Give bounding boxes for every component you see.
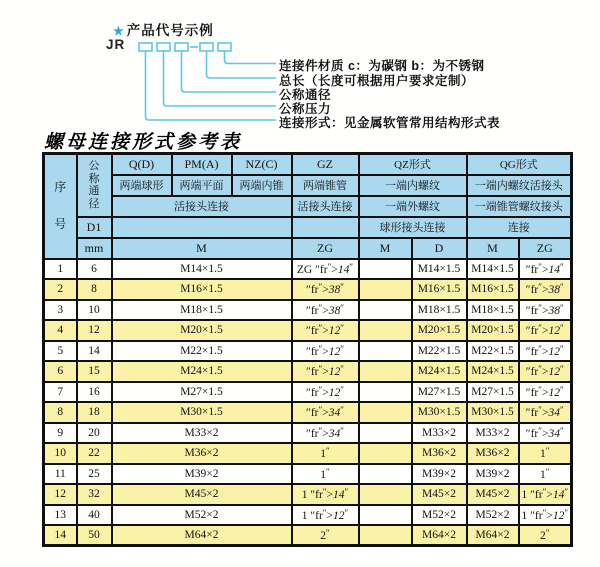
qg-zg-cell: ″fr″>38″	[519, 300, 572, 321]
header-gz-desc: 两端锥管	[292, 175, 359, 196]
table-row	[44, 382, 572, 403]
gz-cell: 1″	[292, 443, 359, 464]
qz-m-cell	[359, 402, 412, 423]
m-cell: M22×1.5	[112, 341, 292, 362]
m-cell: M24×1.5	[112, 361, 292, 382]
table-row	[44, 341, 572, 362]
qg-m-cell: M14×1.5	[467, 259, 519, 280]
code-box-5	[218, 43, 231, 51]
code-label-material: 连接件材质 c：为碳钢 b：为不锈钢	[279, 59, 485, 73]
serial-cell: 7	[44, 382, 77, 403]
qz-m-cell	[359, 341, 412, 362]
serial-cell: 12	[44, 484, 77, 505]
qg-m-cell: M52×2	[467, 505, 519, 526]
qz-m-cell	[359, 300, 412, 321]
header-q: Q(D)	[112, 154, 172, 175]
header-qpn-blank	[112, 217, 292, 238]
dn-cell: 12	[77, 320, 112, 341]
gz-cell: 1″	[292, 464, 359, 485]
header-qz-unit-d: D	[412, 238, 467, 259]
code-box-1	[139, 43, 152, 51]
dn-cell: 6	[77, 259, 112, 280]
m-cell: M64×2	[112, 525, 292, 546]
header-qg-row3: 一端锥管螺纹接头	[467, 196, 572, 217]
serial-cell: 5	[44, 341, 77, 362]
qz-m-cell	[359, 382, 412, 403]
qg-m-cell: M27×1.5	[467, 382, 519, 403]
table-row	[44, 279, 572, 300]
header-gz-blank	[292, 217, 359, 238]
header-nominal-diameter: 公 称 通 径	[77, 154, 112, 217]
callout-line-2	[207, 51, 277, 78]
header-qz-unit-m: M	[359, 238, 412, 259]
qz-d-cell: M45×2	[412, 484, 467, 505]
qz-d-cell: M30×1.5	[412, 402, 467, 423]
qz-d-cell: M20×1.5	[412, 320, 467, 341]
header-qpn-unit: M	[112, 238, 292, 259]
qz-d-cell: M18×1.5	[412, 300, 467, 321]
code-label-diameter: 公称通径	[279, 88, 332, 102]
m-cell: M33×2	[112, 423, 292, 444]
qg-zg-cell: ″fr″>12″	[519, 382, 572, 403]
code-label-connection: 连接形式：见金属软管常用结构形式表	[279, 116, 501, 130]
header-nz-desc: 两端内锥	[232, 175, 292, 196]
qg-m-cell: M39×2	[467, 464, 519, 485]
code-box-3	[175, 43, 188, 51]
qg-zg-cell: ″fr″>12″	[519, 320, 572, 341]
qg-zg-cell: ″fr″>38″	[519, 279, 572, 300]
table-row	[44, 300, 572, 321]
dn-cell: 20	[77, 423, 112, 444]
qg-m-cell: M30×1.5	[467, 402, 519, 423]
header-qg-row4: 连接	[467, 217, 572, 238]
qz-d-cell: M52×2	[412, 505, 467, 526]
serial-cell: 11	[44, 464, 77, 485]
serial-cell: 14	[44, 525, 77, 546]
qg-zg-cell: ″fr″>34″	[519, 402, 572, 423]
qg-m-cell: M45×2	[467, 484, 519, 505]
header-gz: GZ	[292, 154, 359, 175]
dn-cell: 32	[77, 484, 112, 505]
star-icon: ★	[113, 24, 125, 38]
table-row	[44, 464, 572, 485]
header-q-desc: 两端球形	[112, 175, 172, 196]
product-code-diagram	[0, 0, 600, 130]
m-cell: M16×1.5	[112, 279, 292, 300]
qg-zg-cell: ″fr″>12″	[519, 361, 572, 382]
callout-line-5	[146, 51, 277, 120]
qz-m-cell	[359, 525, 412, 546]
serial-cell: 13	[44, 505, 77, 526]
table-title: 螺母连接形式参考表	[44, 132, 243, 153]
qg-zg-cell: ″fr″>12″	[519, 341, 572, 362]
qg-zg-cell: 1″	[519, 443, 572, 464]
diagram-heading-text: 产品代号示例	[126, 23, 214, 38]
qz-m-cell	[359, 423, 412, 444]
gz-cell: ″fr″>38″	[292, 279, 359, 300]
header-qz-row4: 球形接头连接	[359, 217, 467, 238]
qg-zg-cell: 1 ″fr″>12″	[519, 505, 572, 526]
table-header	[44, 154, 572, 259]
qz-d-cell: M16×1.5	[412, 279, 467, 300]
gz-cell: ″fr″>34″	[292, 402, 359, 423]
header-qz: QZ形式	[359, 154, 467, 175]
gz-cell: ″fr″>12″	[292, 361, 359, 382]
m-cell: M52×2	[112, 505, 292, 526]
dn-cell: 16	[77, 382, 112, 403]
m-cell: M20×1.5	[112, 320, 292, 341]
qg-m-cell: M22×1.5	[467, 341, 519, 362]
qg-m-cell: M33×2	[467, 423, 519, 444]
header-serial: 序 号	[44, 154, 77, 259]
m-cell: M45×2	[112, 484, 292, 505]
dn-cell: 25	[77, 464, 112, 485]
header-qg-unit-zg: ZG	[519, 238, 572, 259]
header-nz: NZ(C)	[232, 154, 292, 175]
gz-cell: ″fr″>12″	[292, 382, 359, 403]
header-d1: D1	[77, 217, 112, 238]
code-box-2	[157, 43, 170, 51]
qz-m-cell	[359, 320, 412, 341]
dn-cell: 14	[77, 341, 112, 362]
m-cell: M36×2	[112, 443, 292, 464]
gz-cell: ″fr″>12″	[292, 320, 359, 341]
qz-d-cell: M39×2	[412, 464, 467, 485]
serial-cell: 8	[44, 402, 77, 423]
table-row	[44, 443, 572, 464]
diagram-heading	[113, 19, 214, 39]
m-cell: M14×1.5	[112, 259, 292, 280]
qg-zg-cell: 2″	[519, 525, 572, 546]
qz-d-cell: M36×2	[412, 443, 467, 464]
qz-m-cell	[359, 505, 412, 526]
gz-cell: ZG ″fr″>14″	[292, 259, 359, 280]
gz-cell: 1 ″fr″>12″	[292, 505, 359, 526]
header-qg-unit-m: M	[467, 238, 519, 259]
qz-d-cell: M22×1.5	[412, 341, 467, 362]
qg-zg-cell: 1 ″fr″>14″	[519, 484, 572, 505]
callout-line-1	[225, 51, 277, 64]
serial-cell: 4	[44, 320, 77, 341]
qg-zg-cell: ″fr″>34″	[519, 423, 572, 444]
table-row	[44, 525, 572, 546]
dn-cell: 50	[77, 525, 112, 546]
qz-m-cell	[359, 443, 412, 464]
qz-m-cell	[359, 361, 412, 382]
qg-m-cell: M16×1.5	[467, 279, 519, 300]
serial-cell: 1	[44, 259, 77, 280]
header-qg: QG形式	[467, 154, 572, 175]
m-cell: M27×1.5	[112, 382, 292, 403]
qz-d-cell: M14×1.5	[412, 259, 467, 280]
code-label-length: 总长（长度可根据用户要求定制）	[279, 73, 475, 88]
dn-cell: 10	[77, 300, 112, 321]
dn-cell: 15	[77, 361, 112, 382]
table-row	[44, 259, 572, 280]
qg-zg-cell: ″fr″>14″	[519, 259, 572, 280]
qz-m-cell	[359, 279, 412, 300]
serial-cell: 6	[44, 361, 77, 382]
header-qpn-row3: 活接头连接	[112, 196, 292, 217]
header-qz-row3: 一端外螺纹	[359, 196, 467, 217]
header-pm-desc: 两端平面	[172, 175, 232, 196]
code-box-4	[200, 43, 213, 51]
table-row	[44, 402, 572, 423]
qz-d-cell: M33×2	[412, 423, 467, 444]
qg-m-cell: M20×1.5	[467, 320, 519, 341]
table-row	[44, 361, 572, 382]
header-mm: mm	[77, 238, 112, 259]
dn-cell: 8	[77, 279, 112, 300]
qg-zg-cell: 1″	[519, 464, 572, 485]
m-cell: M39×2	[112, 464, 292, 485]
header-gz-row3: 活接头连接	[292, 196, 359, 217]
qz-m-cell	[359, 484, 412, 505]
header-qg-desc: 一端内螺纹活接头	[467, 175, 572, 196]
qg-m-cell: M24×1.5	[467, 361, 519, 382]
code-prefix: JR	[106, 37, 126, 52]
gz-cell: ″fr″>34″	[292, 423, 359, 444]
qz-d-cell: M64×2	[412, 525, 467, 546]
header-pm: PM(A)	[172, 154, 232, 175]
gz-cell: ″fr″>38″	[292, 300, 359, 321]
gz-cell: 1 ″fr″>14″	[292, 484, 359, 505]
qg-m-cell: M64×2	[467, 525, 519, 546]
table-row	[44, 423, 572, 444]
qg-m-cell: M18×1.5	[467, 300, 519, 321]
serial-cell: 10	[44, 443, 77, 464]
dn-cell: 18	[77, 402, 112, 423]
serial-cell: 2	[44, 279, 77, 300]
qz-d-cell: M24×1.5	[412, 361, 467, 382]
gz-cell: 2″	[292, 525, 359, 546]
table-row	[44, 320, 572, 341]
table-row	[44, 484, 572, 505]
qz-d-cell: M27×1.5	[412, 382, 467, 403]
gz-cell: ″fr″>12″	[292, 341, 359, 362]
table-body	[44, 259, 572, 546]
callout-line-3	[182, 51, 277, 92]
qg-m-cell: M36×2	[467, 443, 519, 464]
dn-cell: 40	[77, 505, 112, 526]
serial-cell: 3	[44, 300, 77, 321]
m-cell: M30×1.5	[112, 402, 292, 423]
header-gz-unit: ZG	[292, 238, 359, 259]
header-qz-desc: 一端内螺纹	[359, 175, 467, 196]
table-row	[44, 505, 572, 526]
nut-connection-table	[42, 152, 573, 547]
qz-m-cell	[359, 464, 412, 485]
qz-m-cell	[359, 259, 412, 280]
serial-cell: 9	[44, 423, 77, 444]
dn-cell: 22	[77, 443, 112, 464]
m-cell: M18×1.5	[112, 300, 292, 321]
code-label-pressure: 公称压力	[279, 102, 332, 116]
